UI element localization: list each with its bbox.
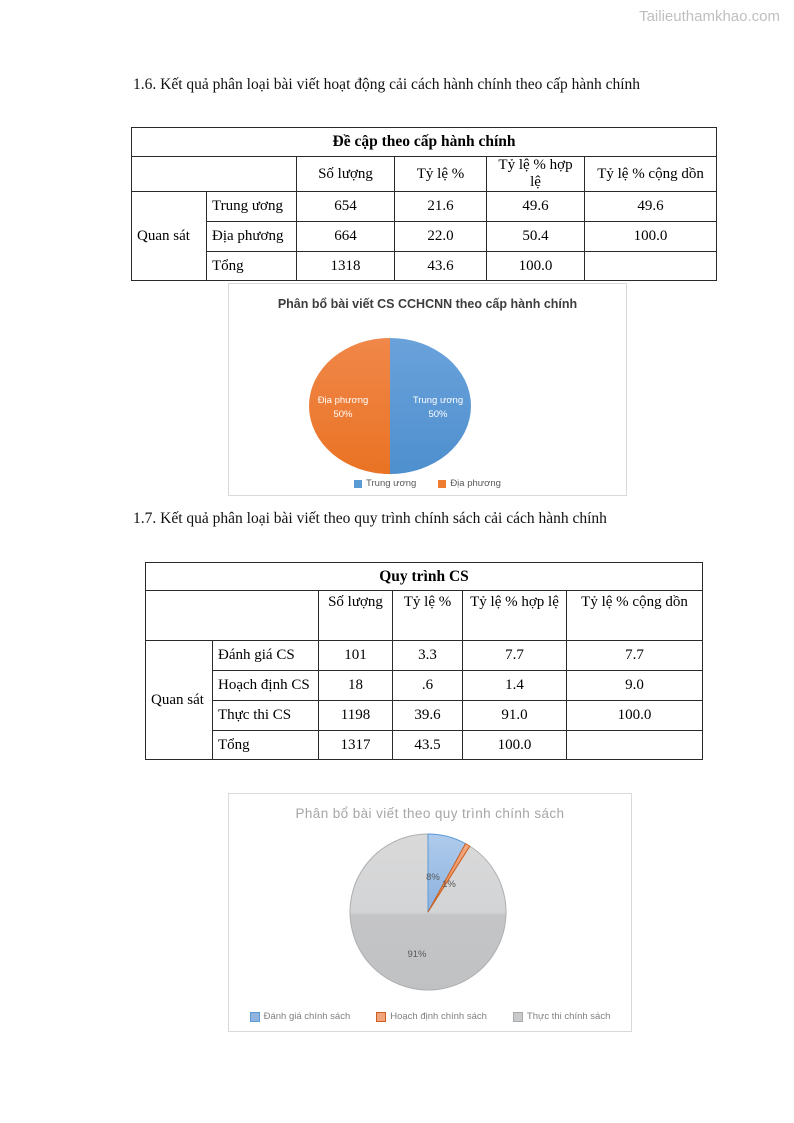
table-corner-cell bbox=[132, 157, 297, 192]
table-cell: .6 bbox=[393, 671, 463, 701]
row-group-label: Quan sát bbox=[146, 641, 213, 760]
table-title: Đề cập theo cấp hành chính bbox=[132, 128, 717, 157]
slice-percent: 50% bbox=[428, 409, 448, 420]
pie-slice-dia-phuong bbox=[309, 338, 390, 474]
table-cell: 7.7 bbox=[567, 641, 703, 671]
table-cell: 49.6 bbox=[487, 192, 585, 222]
table-cell: 43.5 bbox=[393, 731, 463, 760]
table-cell bbox=[585, 252, 717, 281]
legend-swatch-gray bbox=[513, 1012, 523, 1022]
table-cell: 100.0 bbox=[567, 701, 703, 731]
legend-label: Trung ương bbox=[366, 478, 417, 489]
column-header: Tỷ lệ % bbox=[395, 157, 487, 192]
table-cell: 101 bbox=[319, 641, 393, 671]
table-cell: 664 bbox=[297, 222, 395, 252]
legend-item bbox=[250, 1011, 351, 1022]
table-row bbox=[132, 222, 717, 252]
chart-title: Phân bổ bài viết theo quy trình chính sách bbox=[295, 806, 565, 821]
pie-chart-cap-hanh-chinh bbox=[228, 283, 627, 496]
section-1-7-heading: 1.7. Kết quả phân loại bài viết theo quy trình chính sách cải cách hành chính bbox=[133, 510, 607, 527]
table-cell: 654 bbox=[297, 192, 395, 222]
slice-label: Trung ương bbox=[412, 395, 464, 406]
table-cell: 100.0 bbox=[487, 252, 585, 281]
table-cell: 21.6 bbox=[395, 192, 487, 222]
table-corner-cell bbox=[146, 591, 319, 641]
legend-label: Hoạch định chính sách bbox=[390, 1011, 487, 1022]
table-cell: 100.0 bbox=[463, 731, 567, 760]
slice-percent: 91% bbox=[407, 949, 427, 960]
table-cell: 43.6 bbox=[395, 252, 487, 281]
table-cell: 3.3 bbox=[393, 641, 463, 671]
column-header: Tỷ lệ % bbox=[393, 591, 463, 641]
pie-2 bbox=[229, 794, 631, 1031]
table-de-cap-theo-cap-hanh-chinh bbox=[131, 127, 717, 281]
legend-swatch-blue bbox=[354, 480, 362, 488]
row-label: Địa phương bbox=[207, 222, 297, 252]
column-header: Tỷ lệ % cộng dồn bbox=[567, 591, 703, 641]
row-group-label: Quan sát bbox=[132, 192, 207, 281]
pie-1 bbox=[229, 284, 626, 495]
table-cell bbox=[567, 731, 703, 760]
table-cell: 91.0 bbox=[463, 701, 567, 731]
row-label: Tổng bbox=[213, 731, 319, 760]
column-header: Tỷ lệ % hợp lệ bbox=[463, 591, 567, 641]
table-quy-trinh-cs bbox=[145, 562, 703, 760]
table-row bbox=[146, 671, 703, 701]
legend-swatch-orange bbox=[376, 1012, 386, 1022]
column-header: Tỷ lệ % cộng dồn bbox=[585, 157, 717, 192]
table-row bbox=[146, 701, 703, 731]
table-cell: 1198 bbox=[319, 701, 393, 731]
table-cell: 22.0 bbox=[395, 222, 487, 252]
legend-item bbox=[513, 1011, 610, 1022]
legend-label: Thực thi chính sách bbox=[526, 1011, 611, 1022]
legend-label: Địa phương bbox=[450, 478, 501, 489]
table-title: Quy trình CS bbox=[146, 563, 703, 591]
table-cell: 18 bbox=[319, 671, 393, 701]
legend-item bbox=[376, 1011, 487, 1022]
table-cell: 100.0 bbox=[585, 222, 717, 252]
table-cell: 39.6 bbox=[393, 701, 463, 731]
table-cell: 7.7 bbox=[463, 641, 567, 671]
row-label: Thực thi CS bbox=[213, 701, 319, 731]
table-cell: 50.4 bbox=[487, 222, 585, 252]
watermark: Tailieuthamkhao.com bbox=[639, 8, 780, 25]
row-label: Hoạch định CS bbox=[213, 671, 319, 701]
legend-item bbox=[438, 478, 501, 489]
table-cell: 1318 bbox=[297, 252, 395, 281]
slice-percent: 50% bbox=[333, 409, 353, 420]
table-cell: 1.4 bbox=[463, 671, 567, 701]
slice-percent: 1% bbox=[442, 879, 456, 890]
legend-label: Đánh giá chính sách bbox=[263, 1011, 351, 1022]
legend-swatch-orange bbox=[438, 480, 446, 488]
pie-slice-trung-uong bbox=[390, 338, 471, 474]
table-cell: 49.6 bbox=[585, 192, 717, 222]
chart-legend bbox=[229, 478, 626, 489]
legend-item bbox=[354, 478, 416, 489]
slice-percent: 8% bbox=[426, 872, 440, 883]
chart-legend bbox=[229, 1011, 631, 1022]
chart-title: Phân bổ bài viết CS CCHCNN theo cấp hành chính bbox=[277, 297, 578, 311]
table-row bbox=[146, 641, 703, 671]
row-label: Tổng bbox=[207, 252, 297, 281]
legend-swatch-blue bbox=[250, 1012, 260, 1022]
row-label: Trung ương bbox=[207, 192, 297, 222]
section-1-6-heading: 1.6. Kết quả phân loại bài viết hoạt động cải cách hành chính theo cấp hành chính bbox=[133, 76, 641, 93]
table-row bbox=[146, 731, 703, 760]
column-header: Số lượng bbox=[297, 157, 395, 192]
column-header: Số lượng bbox=[319, 591, 393, 641]
slice-label: Địa phương bbox=[317, 395, 369, 406]
table-cell: 1317 bbox=[319, 731, 393, 760]
pie-chart-quy-trinh-chinh-sach bbox=[228, 793, 632, 1032]
table-row bbox=[132, 252, 717, 281]
table-row bbox=[132, 192, 717, 222]
table-cell: 9.0 bbox=[567, 671, 703, 701]
column-header: Tỷ lệ % hợp lệ bbox=[487, 157, 585, 192]
row-label: Đánh giá CS bbox=[213, 641, 319, 671]
